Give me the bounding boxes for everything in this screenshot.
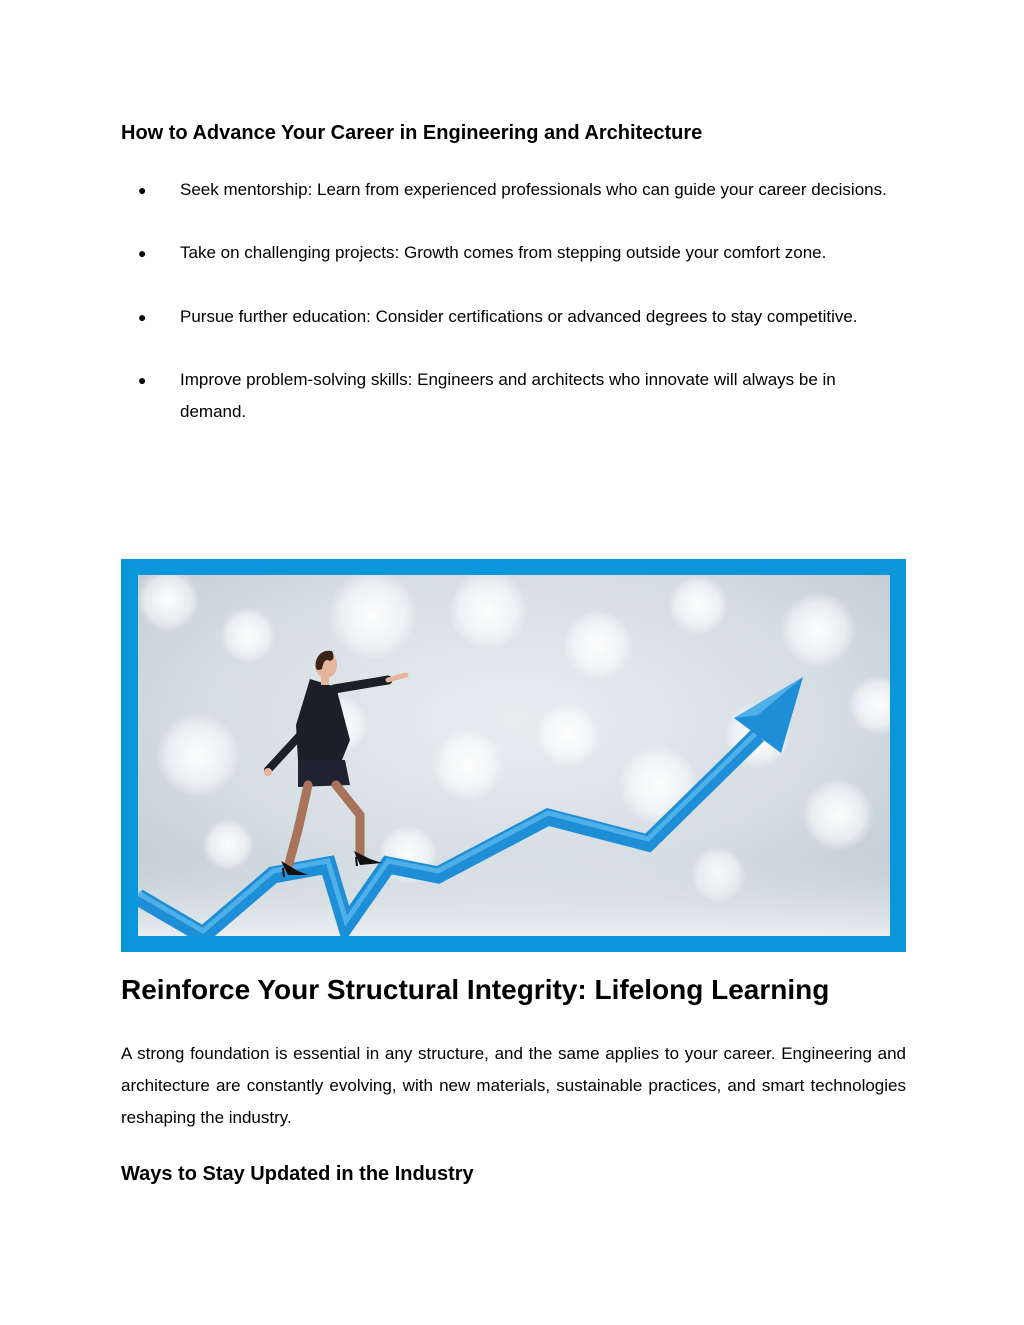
bullet-icon: ● — [138, 182, 147, 198]
main-heading: Reinforce Your Structural Integrity: Lifelong Learning — [121, 974, 830, 1005]
list-item — [121, 364, 906, 428]
list-item-text: Pursue further education: Consider certifications or advanced degrees to stay competitive. — [180, 307, 858, 326]
subheading: Ways to Stay Updated in the Industry — [121, 1163, 474, 1185]
career-growth-illustration — [138, 575, 890, 936]
bullet-icon: ● — [138, 372, 147, 388]
list-item — [121, 174, 906, 206]
list-item-text: Seek mentorship: Learn from experienced professionals who can guide your career decisions. — [180, 180, 887, 199]
body-paragraph: A strong foundation is essential in any structure, and the same applies to your career. Engineering and architecture are constantly evolving, with new materials, sustainable practices, and smart technologies reshaping the industry. — [121, 1044, 906, 1127]
list-item — [121, 237, 906, 269]
list-item-text: Take on challenging projects: Growth comes from stepping outside your comfort zone. — [180, 243, 827, 262]
bullet-icon: ● — [138, 245, 147, 261]
bullet-list — [121, 174, 906, 428]
list-item — [121, 301, 906, 333]
career-growth-image — [121, 559, 906, 952]
section-heading: How to Advance Your Career in Engineering and Architecture — [121, 122, 703, 144]
list-item-text: Improve problem-solving skills: Engineers and architects who innovate will always be in demand. — [180, 370, 836, 421]
bullet-icon: ● — [138, 309, 147, 325]
